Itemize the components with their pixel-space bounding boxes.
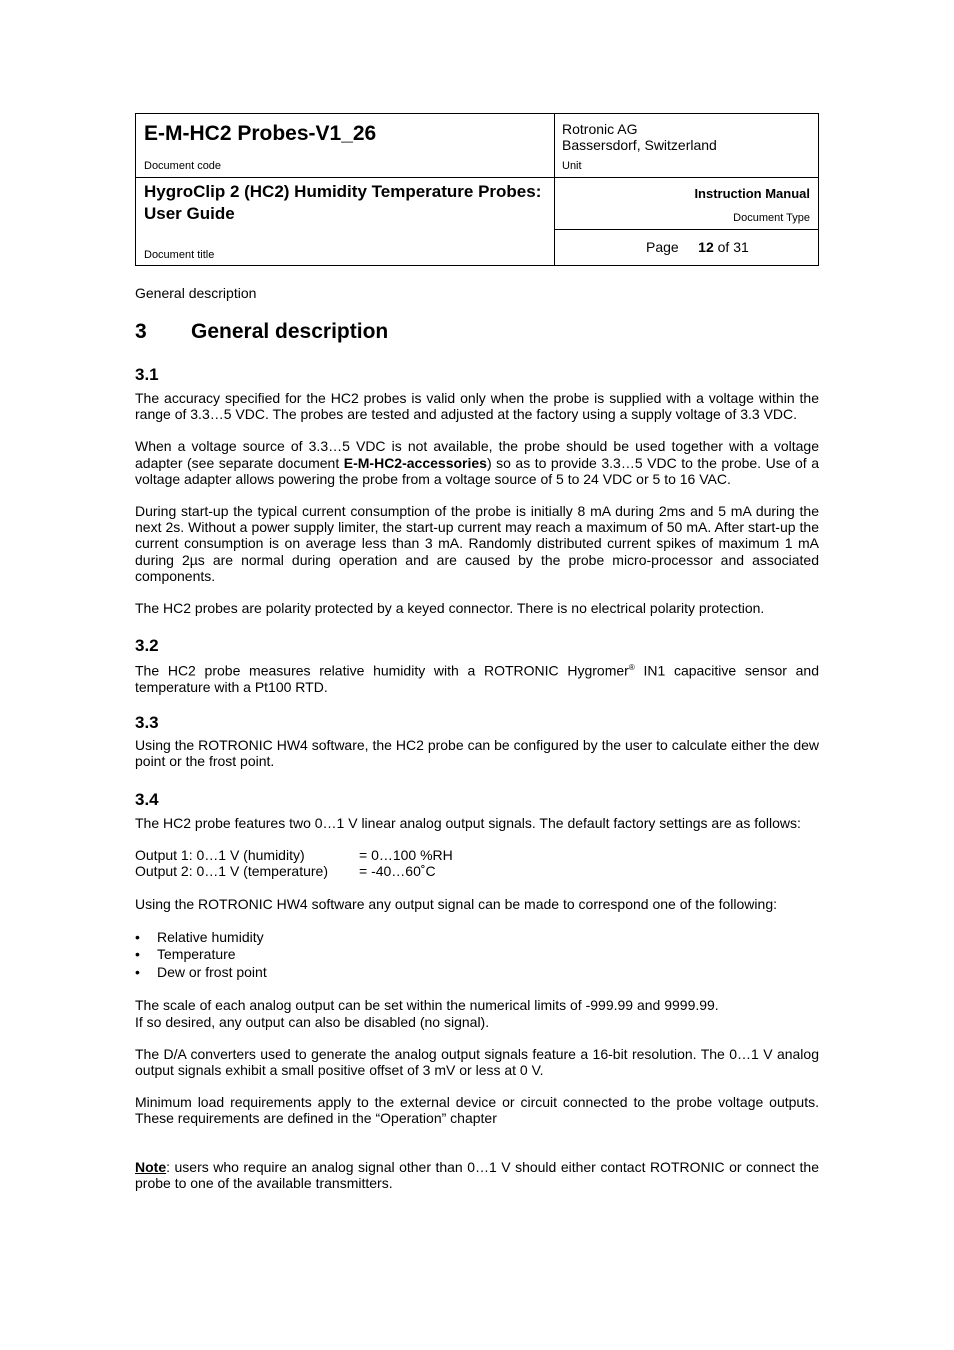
list-item: • Relative humidity	[135, 929, 819, 947]
paragraph: The scale of each analog output can be set within the numerical limits of -999.99 and 9999.99. If so desired, any output can also be disabled (no signal).	[135, 997, 719, 1030]
page-total: of 31	[717, 239, 749, 255]
paragraph: When a voltage source of 3.3…5 VDC is not available, the probe should be used together with a voltage adapter (see separate document E-M-HC2-accessories) so as to provide 3.3…5 VDC to the probe. Use of a voltage adapter allows powering the probe from a voltage source of 5 to 24 VDC or 5 to 16 VAC.	[135, 438, 819, 487]
unit-line-2: Bassersdorf, Switzerland	[562, 137, 717, 153]
unit-line-1: Rotronic AG	[562, 121, 638, 137]
document-code: E-M-HC2 Probes-V1_26	[144, 122, 377, 145]
unit-label: Unit	[562, 160, 582, 172]
list-item: • Dew or frost point	[135, 964, 819, 982]
paragraph: The accuracy specified for the HC2 probes is valid only when the probe is supplied with a voltage within the range of 3.3…5 VDC. The probes are tested and adjusted at the factory using a supply voltage of 3.3 VDC.	[135, 390, 819, 423]
paragraph: Using the ROTRONIC HW4 software, the HC2 probe can be configured by the user to calculate either the dew point or the frost point.	[135, 737, 819, 770]
page-current: 12	[698, 239, 714, 255]
header-box	[135, 113, 819, 266]
subsection-heading-3-2: 3.2	[135, 636, 159, 655]
registered-mark: ®	[628, 663, 635, 672]
section-number: 3	[135, 320, 147, 343]
paragraph: Minimum load requirements apply to the external device or circuit connected to the probe voltage outputs. These requirements are defined in the “Operation” chapter	[135, 1094, 819, 1127]
document-code-label: Document code	[144, 160, 222, 172]
doc-reference: E-M-HC2-accessories	[343, 454, 487, 471]
subsection-heading-3-1: 3.1	[135, 365, 159, 384]
document-type-label: Document Type	[733, 212, 810, 224]
output-settings	[135, 847, 819, 879]
subsection-3-4	[135, 815, 819, 1191]
output-row: Output 2: 0…1 V (temperature) = -40…60˚C	[135, 863, 436, 880]
section-heading	[135, 320, 388, 344]
section-title: General description	[191, 320, 389, 343]
page-label: Page	[646, 239, 679, 255]
paragraph: The HC2 probe features two 0…1 V linear analog output signals. The default factory settings are as follows:	[135, 815, 801, 831]
document-title-label: Document title	[144, 249, 215, 261]
note-label: Note	[135, 1158, 167, 1175]
list-item: • Temperature	[135, 946, 819, 964]
document-title: HygroClip 2 (HC2) Humidity Temperature Probes: User Guide	[144, 182, 542, 223]
subsection-heading-3-4: 3.4	[135, 790, 159, 809]
document-type: Instruction Manual	[694, 186, 810, 201]
paragraph: During start-up the typical current consumption of the probe is initially 8 mA during 2ms and 5 mA during the next 2s. Without a power supply limiter, the start-up current may reach a maximum of 50 mA. After start-up the current consumption is on average less than 3 mA. Randomly distributed current spikes of maximum 1 mA during 2µs are normal during operation and are caused by the probe micro-processor and associated components.	[135, 503, 819, 584]
unit-value	[562, 121, 812, 153]
running-header: General description	[135, 285, 257, 301]
subsection-3-3	[135, 737, 819, 769]
output-row: Output 1: 0…1 V (humidity) = 0…100 %RH	[135, 847, 453, 864]
page-number	[646, 239, 749, 255]
paragraph: The HC2 probes are polarity protected by a keyed connector. There is no electrical polarity protection.	[135, 600, 765, 617]
document-header-table	[135, 113, 819, 266]
paragraph: Using the ROTRONIC HW4 software any output signal can be made to correspond one of the following:	[135, 895, 777, 912]
paragraph: The HC2 probe measures relative humidity with a ROTRONIC Hygromer® IN1 capacitive sensor and temperature with a Pt100 RTD.	[135, 662, 819, 695]
subsection-3-1	[135, 390, 819, 616]
subsection-heading-3-3: 3.3	[135, 713, 159, 732]
subsection-3-2	[135, 660, 819, 695]
paragraph: The D/A converters used to generate the analog output signals feature a 16-bit resolution. The 0…1 V analog output signals exhibit a small positive offset of 3 mV or less at 0 V.	[135, 1045, 819, 1078]
note-paragraph: Note: users who require an analog signal other than 0…1 V should either contact ROTRONIC or connect the probe to one of the available transmitters.	[135, 1158, 819, 1191]
signal-list	[135, 929, 819, 982]
